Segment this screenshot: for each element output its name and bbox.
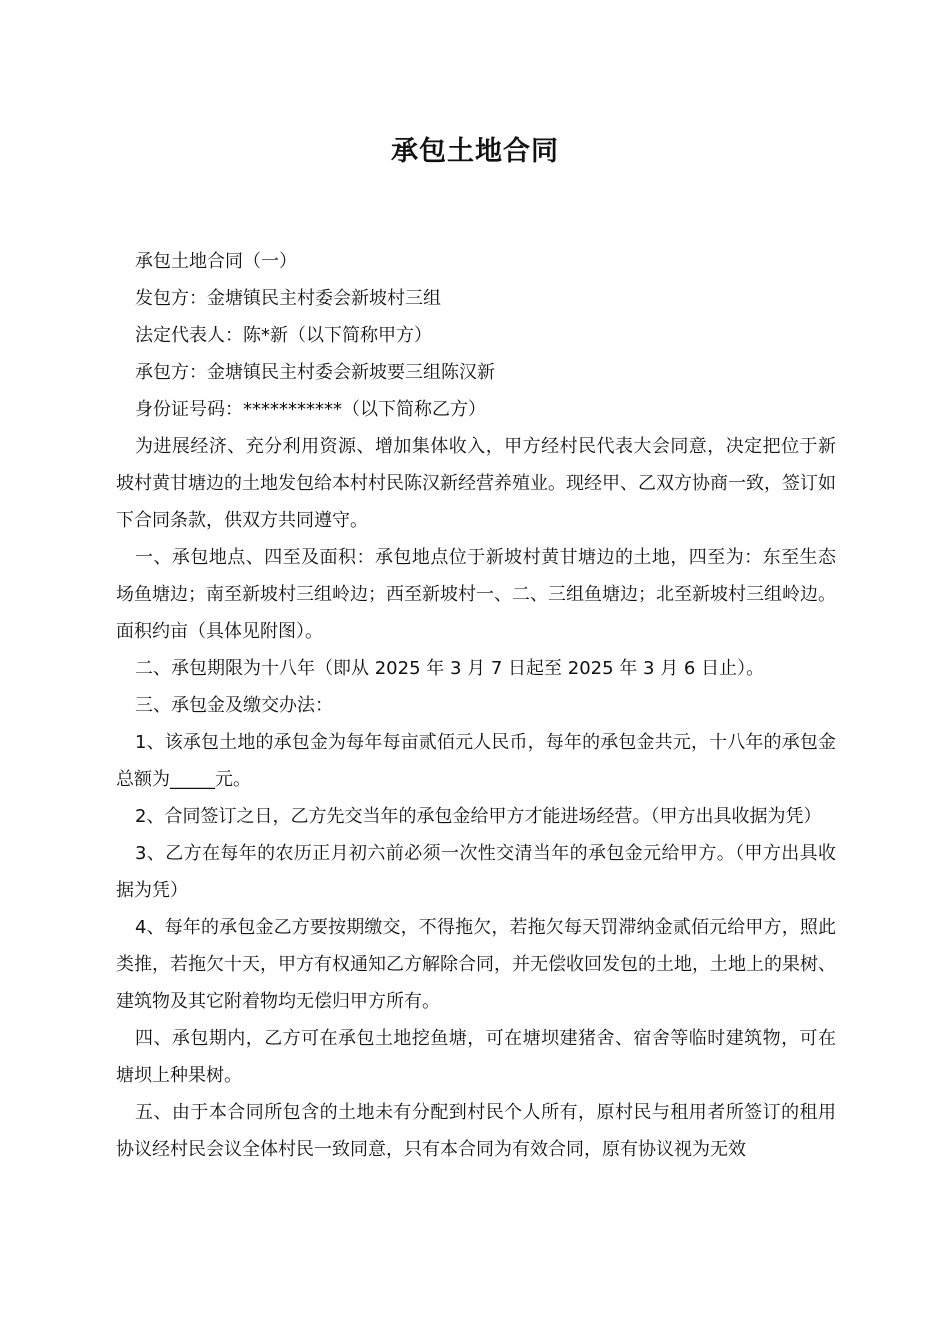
document-body — [116, 243, 836, 1168]
paragraph-legal-rep: 法定代表人：陈*新（以下简称甲方） — [135, 325, 432, 346]
paragraph-party-b: 承包方：金塘镇民主村委会新坡要三组陈汉新 — [135, 362, 495, 383]
paragraph-clause-4: 四、承包期内，乙方可在承包土地挖鱼塘，可在塘坝建猪舍、宿舍等临时建筑物，可在塘坝上种果树。 — [116, 1028, 836, 1086]
paragraph-preamble: 为进展经济、充分利用资源、增加集体收入，甲方经村民代表大会同意，决定把位于新坡村黄甘塘边的土地发包给本村村民陈汉新经营养殖业。现经甲、乙双方协商一致，签订如下合同条款，供双方共同遵守。 — [116, 436, 836, 531]
paragraph-clause-3-3: 3、乙方在每年的农历正月初六前必须一次性交清当年的承包金元给甲方。（甲方出具收据为凭） — [116, 843, 836, 901]
paragraph-clause-3-2: 2、合同签订之日，乙方先交当年的承包金给甲方才能进场经营。（甲方出具收据为凭） — [135, 806, 822, 827]
paragraph-clause-3-4: 4、每年的承包金乙方要按期缴交，不得拖欠，若拖欠每天罚滞纳金贰佰元给甲方，照此类推，若拖欠十天，甲方有权通知乙方解除合同，并无偿收回发包的土地，土地上的果树、建筑物及其它附着物均无偿归甲方所有。 — [116, 917, 836, 1012]
paragraph-clause-3: 三、承包金及缴交办法： — [135, 695, 333, 716]
paragraph-clause-5: 五、由于本合同所包含的土地未有分配到村民个人所有，原村民与租用者所签订的租用协议经村民会议全体村民一致同意，只有本合同为有效合同，原有协议视为无效 — [116, 1102, 836, 1160]
paragraph-clause-2: 二、承包期限为十八年（即从 2025 年 3 月 7 日起至 2025 年 3 月 6 日止）。 — [135, 658, 765, 679]
paragraph-clause-3-1: 1、该承包土地的承包金为每年每亩贰佰元人民币，每年的承包金共元，十八年的承包金总额为_____元。 — [116, 732, 836, 790]
paragraph-heading: 承包土地合同（一） — [135, 251, 297, 272]
paragraph-clause-1: 一、承包地点、四至及面积：承包地点位于新坡村黄甘塘边的土地，四至为：东至生态场鱼塘边；南至新坡村三组岭边；西至新坡村一、二、三组鱼塘边；北至新坡村三组岭边。面积约亩（具体见附图）。 — [116, 547, 836, 642]
document-title: 承包土地合同 — [391, 136, 559, 167]
paragraph-party-a: 发包方：金塘镇民主村委会新坡村三组 — [135, 288, 441, 309]
paragraph-id-number: 身份证号码：***********（以下简称乙方） — [135, 399, 486, 420]
